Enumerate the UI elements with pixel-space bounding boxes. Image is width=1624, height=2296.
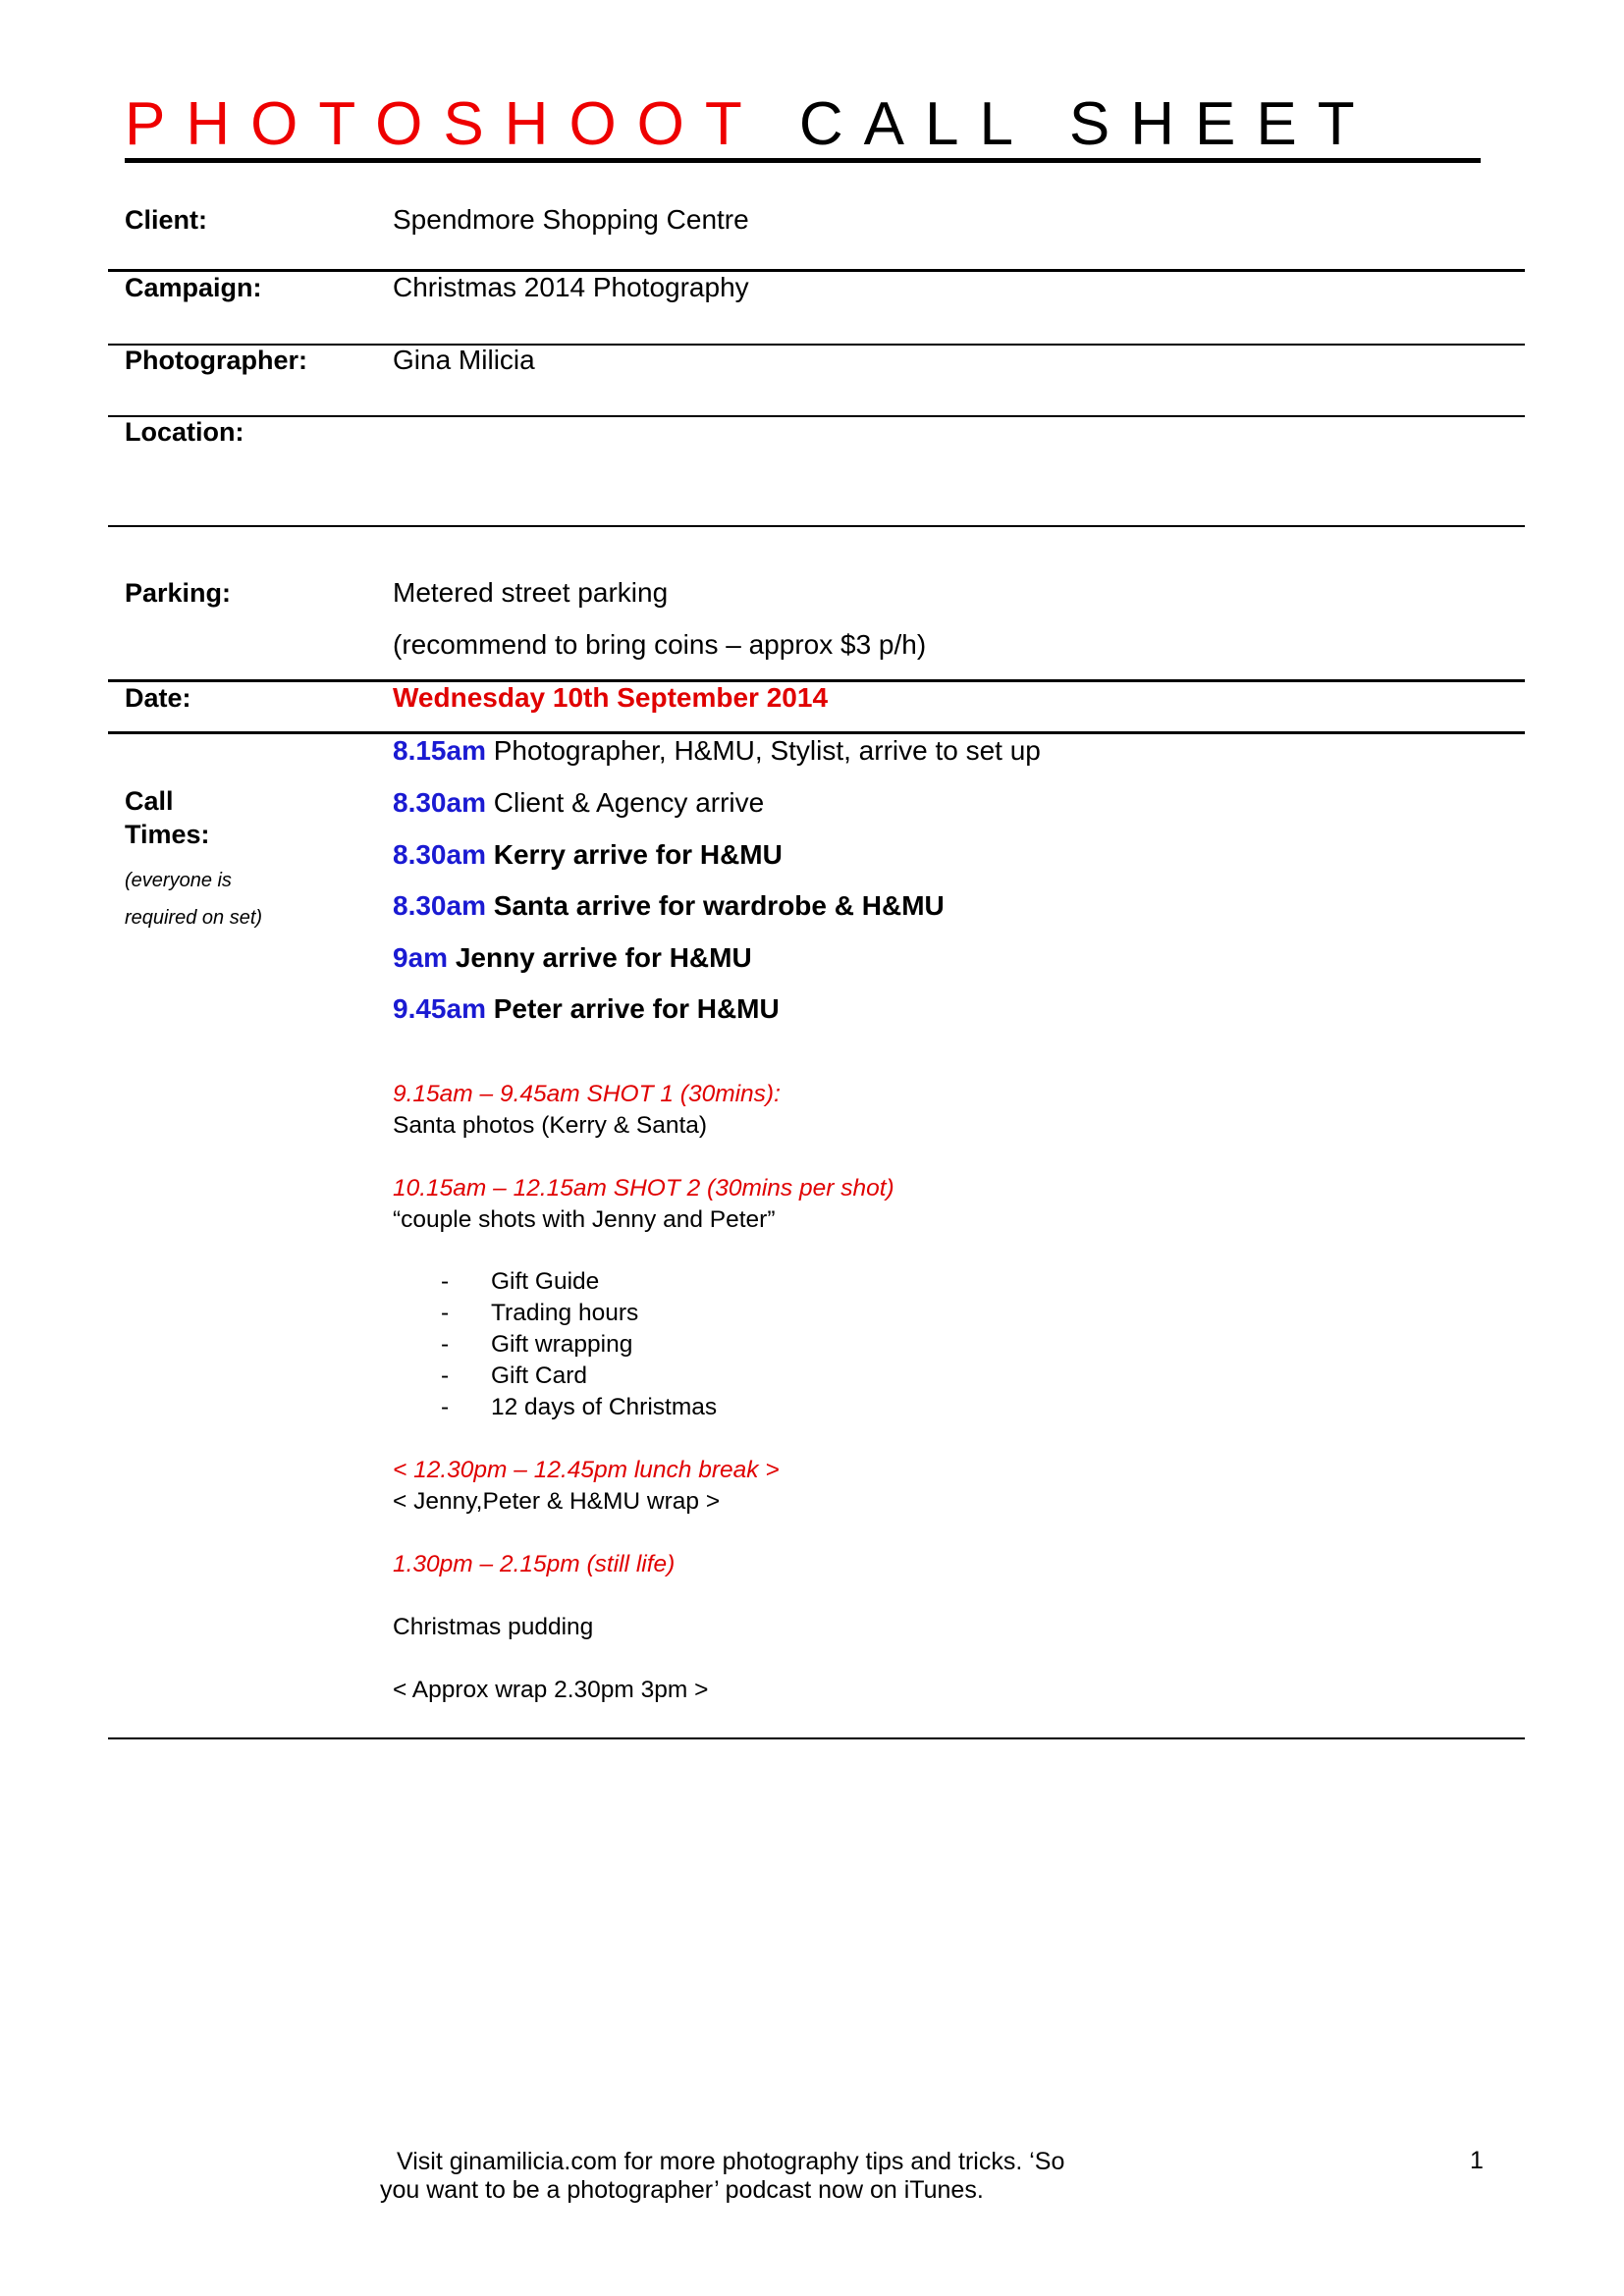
divider [108,1737,1525,1739]
divider [108,525,1525,527]
bullet-dash: - [441,1331,450,1358]
list-item-text: Trading hours [491,1300,639,1326]
bullet-dash: - [441,1394,450,1420]
divider [108,344,1525,346]
title-photoshoot: PHOTOSHOOT [125,90,762,158]
bullet-dash: - [441,1362,450,1389]
page-number: 1 [1470,2147,1484,2174]
call-time-entry [393,992,780,1026]
list-item-text: 12 days of Christmas [491,1394,718,1420]
campaign-label: Campaign: [125,273,262,302]
lunch-break: < 12.30pm – 12.45pm lunch break > [393,1457,780,1483]
date-label: Date: [125,683,191,713]
client-label: Client: [125,205,207,235]
call-time: 9am [393,942,449,973]
call-time: 8.30am [393,890,486,921]
call-desc: Peter arrive for H&MU [493,993,780,1024]
call-time-entry [393,838,783,872]
call-times-note-line2: required on set) [125,907,263,929]
footer-line2: you want to be a photographer’ podcast now on iTunes. [380,2176,984,2204]
call-desc: Kerry arrive for H&MU [493,839,783,870]
parking-value-line1: Metered street parking [393,577,669,608]
call-time-entry [393,941,752,975]
parking-value-line2: (recommend to bring coins – approx $3 p/h) [393,629,927,660]
bullet-dash: - [441,1300,450,1326]
title-call-sheet: CALL SHEET [798,90,1376,158]
location-label: Location: [125,417,244,447]
call-time-entry [393,889,945,923]
call-time-entry [393,786,764,820]
divider [108,415,1525,417]
page-title [125,90,1376,158]
parking-label: Parking: [125,578,232,608]
shot2-desc: “couple shots with Jenny and Peter” [393,1206,776,1233]
shot1-heading: 9.15am – 9.45am SHOT 1 (30mins): [393,1081,781,1107]
call-desc: Photographer, H&MU, Stylist, arrive to set up [493,735,1041,766]
title-underline [125,158,1481,163]
approx-wrap: < Approx wrap 2.30pm 3pm > [393,1677,709,1703]
call-times-label-line1: Call [125,786,174,816]
list-item-text: Gift wrapping [491,1331,633,1358]
call-desc: Client & Agency arrive [493,787,765,818]
still-life-desc: Christmas pudding [393,1614,594,1640]
divider [108,269,1525,272]
photographer-label: Photographer: [125,346,307,375]
client-value: Spendmore Shopping Centre [393,204,749,235]
call-time: 9.45am [393,993,486,1024]
call-desc: Santa arrive for wardrobe & H&MU [493,890,945,921]
talent-wrap: < Jenny,Peter & H&MU wrap > [393,1488,721,1515]
photographer-value: Gina Milicia [393,345,535,375]
date-value: Wednesday 10th September 2014 [393,682,829,713]
campaign-value: Christmas 2014 Photography [393,272,749,302]
call-time: 8.30am [393,787,486,818]
list-item-text: Gift Card [491,1362,588,1389]
list-item-text: Gift Guide [491,1268,600,1295]
bullet-dash: - [441,1268,450,1295]
call-time-entry [393,734,1041,768]
call-desc: Jenny arrive for H&MU [455,942,752,973]
shot1-desc: Santa photos (Kerry & Santa) [393,1112,708,1139]
still-life-heading: 1.30pm – 2.15pm (still life) [393,1551,676,1577]
call-time: 8.15am [393,735,486,766]
shot2-heading: 10.15am – 12.15am SHOT 2 (30mins per shot) [393,1175,894,1201]
call-times-label-line2: Times: [125,820,210,849]
call-time: 8.30am [393,839,486,870]
call-times-note-line1: (everyone is [125,870,232,891]
footer-line1: Visit ginamilicia.com for more photography tips and tricks. ‘So [397,2148,1065,2175]
